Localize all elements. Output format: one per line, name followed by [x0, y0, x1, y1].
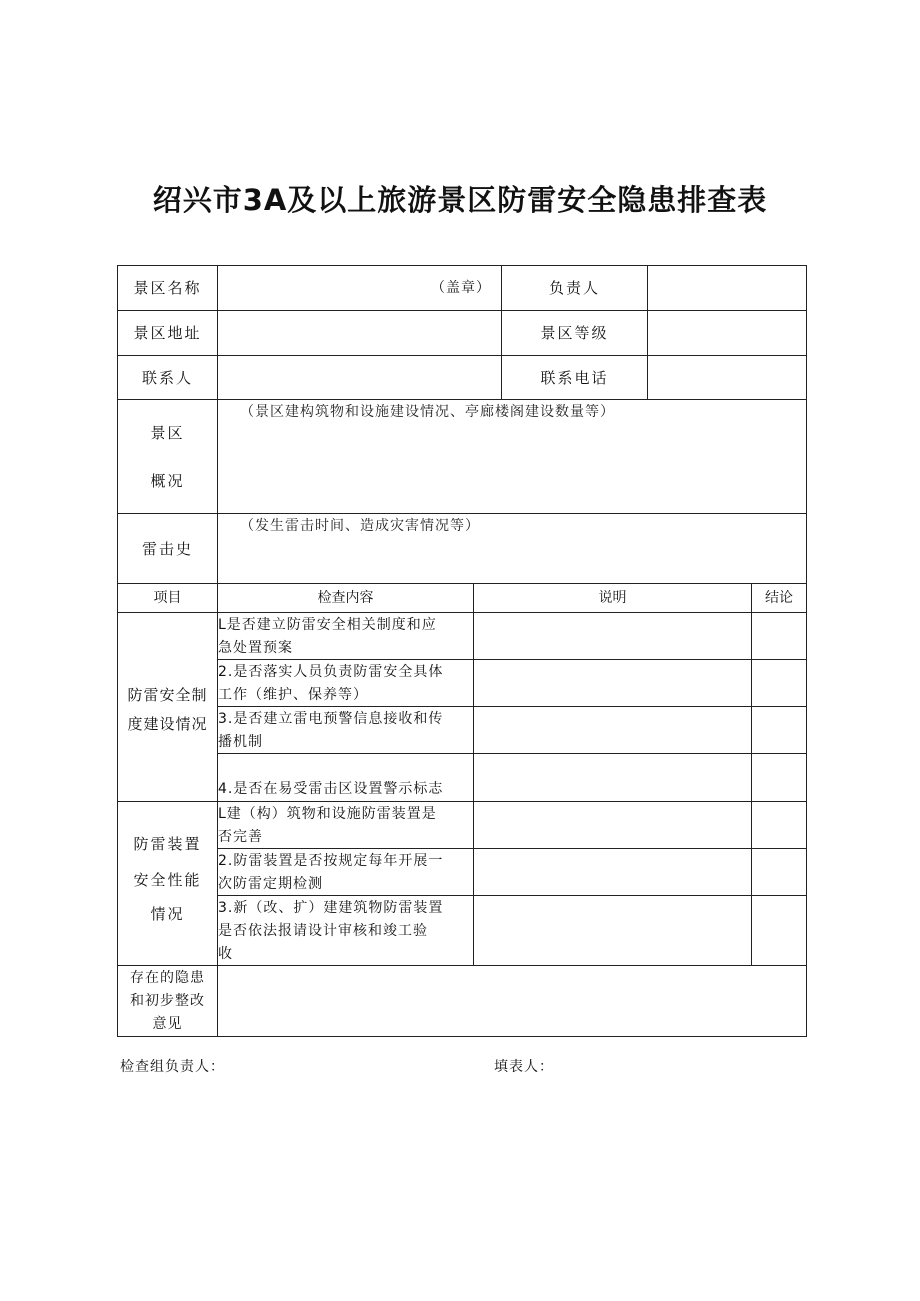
note-cell-2-2[interactable] [474, 849, 751, 895]
lightning-history-field[interactable] [218, 514, 806, 583]
note-cell-2-1[interactable] [474, 802, 751, 848]
check-item-2-3: 3.新（改、扩）建建筑物防雷装置 是否依法报请设计审核和竣工验 收 [218, 900, 444, 962]
person-in-charge-field[interactable] [648, 266, 806, 310]
lightning-history-label: 雷击史 [141, 539, 193, 558]
check-item-2-1: L建（构）筑物和设施防雷装置是 否完善 [218, 806, 437, 845]
conclusion-cell-1-3[interactable] [752, 707, 806, 753]
note-cell-1-2[interactable] [474, 660, 751, 706]
note-cell-1-4[interactable] [474, 754, 751, 801]
lightning-history-hint: （发生雷击时间、造成灾害情况等） [240, 518, 480, 534]
header-item: 项目 [153, 590, 182, 606]
filler-label: 填表人： [494, 1059, 554, 1075]
phone-label: 联系电话 [540, 368, 609, 387]
conclusion-cell-2-1[interactable] [752, 802, 806, 848]
conclusion-cell-2-3[interactable] [752, 896, 806, 965]
note-cell-1-1[interactable] [474, 613, 751, 659]
header-note: 说明 [598, 590, 627, 606]
conclusion-cell-1-2[interactable] [752, 660, 806, 706]
check-item-1-2: 2.是否落实人员负责防雷安全具体 工作（维护、保养等） [218, 664, 444, 703]
person-in-charge-label: 负责人 [548, 279, 600, 297]
seal-hint: （盖章） [431, 280, 491, 296]
scenic-address-label: 景区地址 [133, 324, 202, 342]
scenic-name-label: 景区名称 [133, 279, 202, 297]
header-conclusion: 结论 [765, 590, 793, 606]
hazard-opinion-label: 存在的隐患 和初步整改 意见 [130, 970, 205, 1032]
overview-label: 景区 概况 [150, 424, 185, 490]
conclusion-cell-1-1[interactable] [752, 613, 806, 659]
check-item-1-3: 3.是否建立雷电预警信息接收和传 播机制 [218, 711, 444, 750]
check-item-2-2: 2.防雷装置是否按规定每年开展一 次防雷定期检测 [218, 853, 444, 892]
overview-hint: （景区建构筑物和设施建设情况、亭廊楼阁建设数量等） [240, 404, 615, 420]
conclusion-cell-1-4[interactable] [752, 754, 806, 801]
section-device-safety-label: 防雷装置 安全性能 情况 [133, 835, 202, 923]
note-cell-2-3[interactable] [474, 896, 751, 965]
scenic-grade-label: 景区等级 [540, 324, 609, 342]
phone-field[interactable] [648, 356, 806, 399]
contact-field[interactable] [218, 356, 501, 399]
hazard-opinion-field[interactable] [218, 966, 806, 1036]
scenic-name-field[interactable] [218, 266, 501, 310]
scenic-address-field[interactable] [218, 311, 501, 355]
check-item-1-4: 4.是否在易受雷击区设置警示标志 [218, 781, 444, 797]
conclusion-cell-2-2[interactable] [752, 849, 806, 895]
page-title: 绍兴市3A及以上旅游景区防雷安全隐患排查表 [152, 183, 768, 217]
overview-field[interactable] [218, 400, 806, 513]
contact-label: 联系人 [141, 368, 193, 387]
section-system-construction-label: 防雷安全制 度建设情况 [127, 686, 208, 733]
scenic-grade-field[interactable] [648, 311, 806, 355]
inspector-label: 检查组负责人： [120, 1059, 225, 1075]
check-item-1-1: L是否建立防雷安全相关制度和应 急处置预案 [218, 617, 437, 656]
note-cell-1-3[interactable] [474, 707, 751, 753]
header-content: 检查内容 [317, 590, 374, 606]
